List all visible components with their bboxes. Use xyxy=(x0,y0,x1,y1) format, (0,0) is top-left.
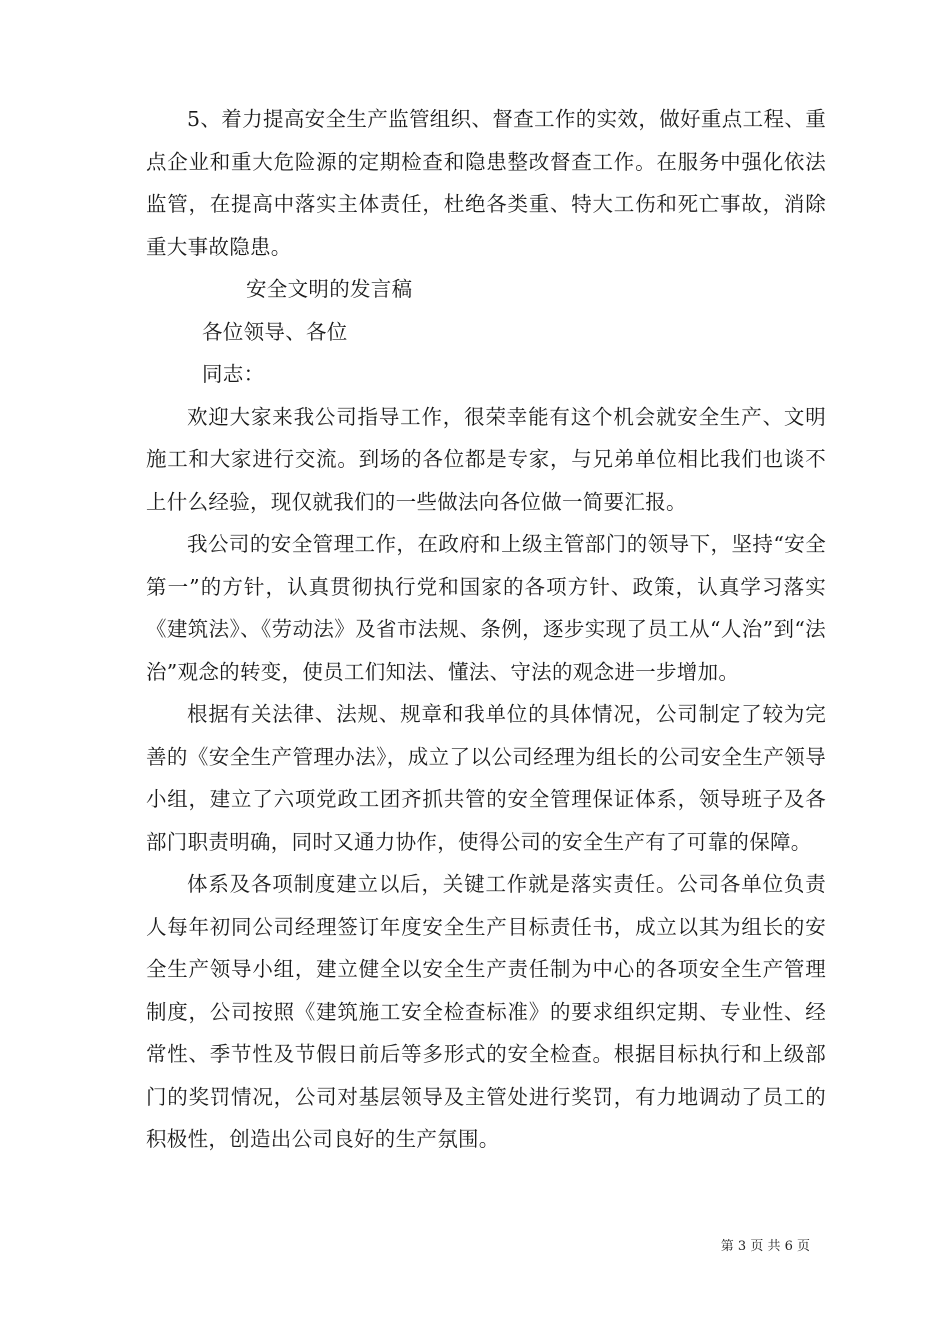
document-body xyxy=(146,98,826,1161)
paragraph-responsibility: 体系及各项制度建立以后，关键工作就是落实责任。公司各单位负责人每年初同公司经理签订年度安全生产目标责任书，成立以其为组长的安全生产领导小组，建立健全以安全生产责任制为中心的各项安全生产管理制度，公司按照《建筑施工安全检查标准》的要求组织定期、专业性、经常性、季节性及节假日前后等多形式的安全检查。根据目标执行和上级部门的奖罚情况，公司对基层领导及主管处进行奖罚，有力地调动了员工的积极性，创造出公司良好的生产氛围。 xyxy=(146,872,826,1151)
salutation-line-2: 同志： xyxy=(202,362,265,386)
speech-title: 安全文明的发言稿 xyxy=(246,277,413,301)
paragraph-regulations: 根据有关法律、法规、规章和我单位的具体情况，公司制定了较为完善的《安全生产管理办法》，成立了以公司经理为组长的公司安全生产领导小组，建立了六项党政工团齐抓共管的安全管理保证体系，领导班子及各部门职责明确，同时又通力协作，使得公司的安全生产有了可靠的保障。 xyxy=(146,702,826,854)
paragraph-welcome: 欢迎大家来我公司指导工作，很荣幸能有这个机会就安全生产、文明施工和大家进行交流。到场的各位都是专家，与兄弟单位相比我们也谈不上什么经验，现仅就我们的一些做法向各位做一简要汇报。 xyxy=(146,404,826,514)
paragraph-safety-management: 我公司的安全管理工作，在政府和上级主管部门的领导下，坚持“安全第一”的方针，认真贯彻执行党和国家的各项方针、政策，认真学习落实《建筑法》、《劳动法》及省市法规、条例，逐步实现了员工从“人治”到“法治”观念的转变，使员工们知法、懂法、守法的观念进一步增加。 xyxy=(146,532,826,684)
paragraph-item-5: 5、着力提高安全生产监管组织、督查工作的实效，做好重点工程、重点企业和重大危险源的定期检查和隐患整改督查工作。在服务中强化依法监管，在提高中落实主体责任，杜绝各类重、特大工伤和死亡事故，消除重大事故隐患。 xyxy=(146,107,826,259)
page-number-footer: 第 3 页 共 6 页 xyxy=(720,1239,810,1254)
salutation-line-1: 各位领导、各位 xyxy=(202,319,348,344)
